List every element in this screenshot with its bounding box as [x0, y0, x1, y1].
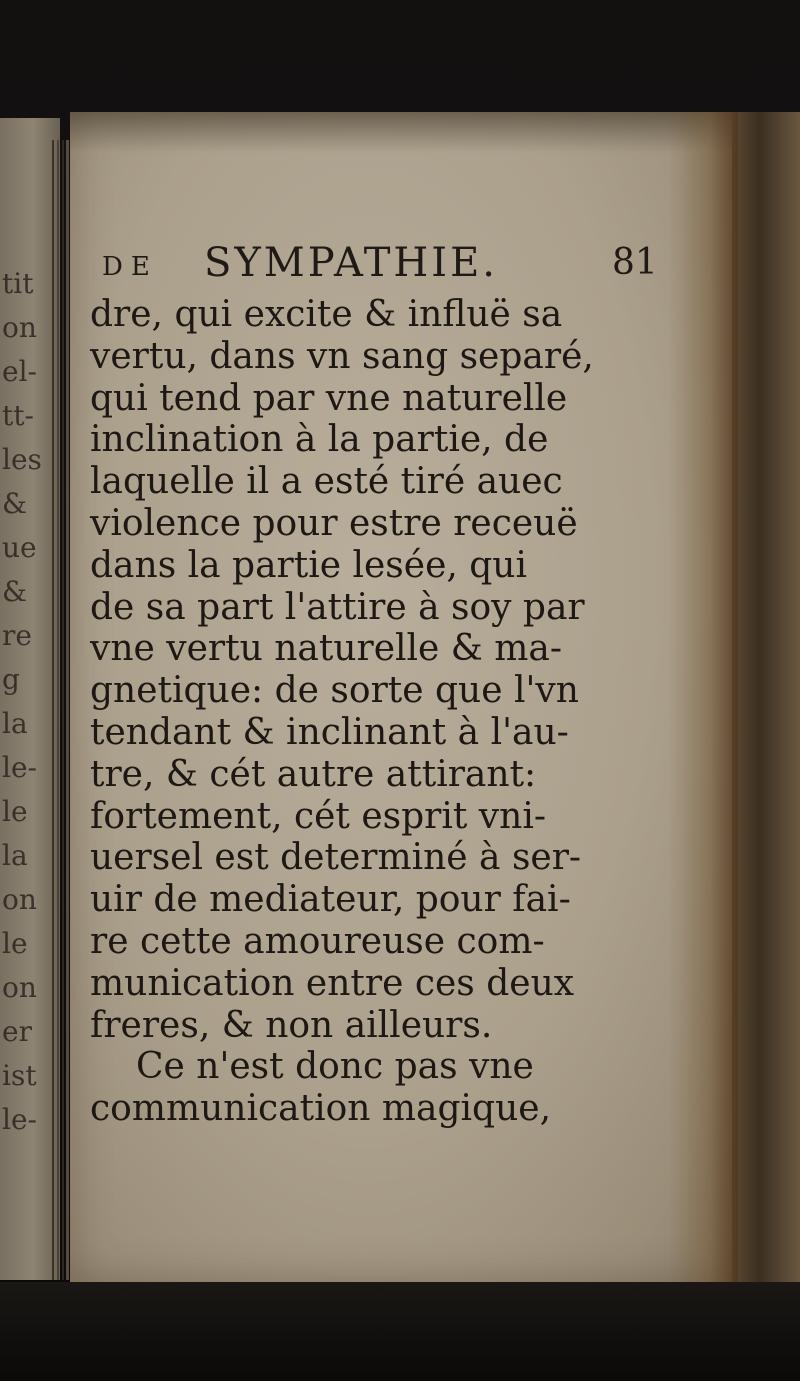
text-line: vne vertu naturelle & ma- — [90, 628, 563, 670]
fragment: on — [2, 883, 37, 916]
page-edge-line — [62, 140, 64, 1280]
book-cover-edge — [732, 112, 800, 1287]
header-prefix: DE — [102, 252, 158, 282]
text-line: tendant & inclinant à l'au- — [90, 711, 569, 753]
header-title: SYMPATHIE. — [204, 240, 498, 286]
fragment: la — [2, 707, 28, 740]
fragment: re — [2, 619, 32, 652]
page-body-text — [90, 294, 700, 1130]
text-line: munication entre ces deux — [90, 962, 575, 1004]
text-line: dre, qui excite & influë sa — [90, 294, 563, 335]
fragment: el- — [2, 355, 37, 388]
fragment: le- — [2, 751, 37, 784]
fragment: g — [2, 663, 20, 696]
text-line: laquelle il a esté tiré auec — [90, 461, 563, 503]
text-line: de sa part l'attire à soy par — [90, 586, 585, 628]
text-line: freres, & non ailleurs. — [90, 1004, 493, 1046]
text-line: vertu, dans vn sang separé, — [90, 335, 594, 377]
fragment: le — [2, 927, 28, 960]
page-top-stain — [70, 112, 732, 152]
book-page — [70, 112, 732, 1282]
fragment: ue — [2, 531, 37, 564]
fragment: er — [2, 1015, 32, 1048]
background-surface — [0, 1282, 800, 1381]
previous-page-edge — [0, 118, 60, 1280]
fragment: les — [2, 443, 42, 476]
text-line: Ce n'est donc pas vne — [136, 1046, 534, 1088]
text-line: dans la partie lesée, qui — [90, 544, 528, 586]
text-line: qui tend par vne naturelle — [90, 377, 568, 419]
text-line: inclination à la partie, de — [90, 419, 549, 461]
fragment: ist — [2, 1059, 37, 1092]
fragment: tit — [2, 267, 34, 300]
text-line: uersel est determiné à ser- — [90, 837, 582, 879]
fragment: on — [2, 311, 37, 344]
fragment: le — [2, 795, 28, 828]
page-edge-line — [57, 140, 59, 1280]
text-line: uir de mediateur, pour fai- — [90, 879, 571, 921]
text-line: gnetique: de sorte que l'vn — [90, 670, 579, 712]
fragment: & — [2, 575, 27, 608]
fragment: tt- — [2, 399, 34, 432]
fragment: & — [2, 487, 27, 520]
text-line: re cette amoureuse com- — [90, 920, 545, 962]
page-number: 81 — [612, 242, 658, 283]
running-header — [102, 240, 662, 292]
text-line: communication magique, — [90, 1088, 552, 1130]
text-line: fortement, cét esprit vni- — [90, 795, 546, 837]
previous-page-text-fragments — [0, 118, 48, 1280]
text-line: violence pour estre receuë — [90, 502, 578, 544]
fragment: on — [2, 971, 37, 1004]
fragment: la — [2, 839, 28, 872]
page-edge-line — [66, 140, 69, 1280]
fragment: le- — [2, 1103, 37, 1136]
text-line: tre, & cét autre attirant: — [90, 753, 537, 795]
page-edge-line — [52, 140, 54, 1280]
